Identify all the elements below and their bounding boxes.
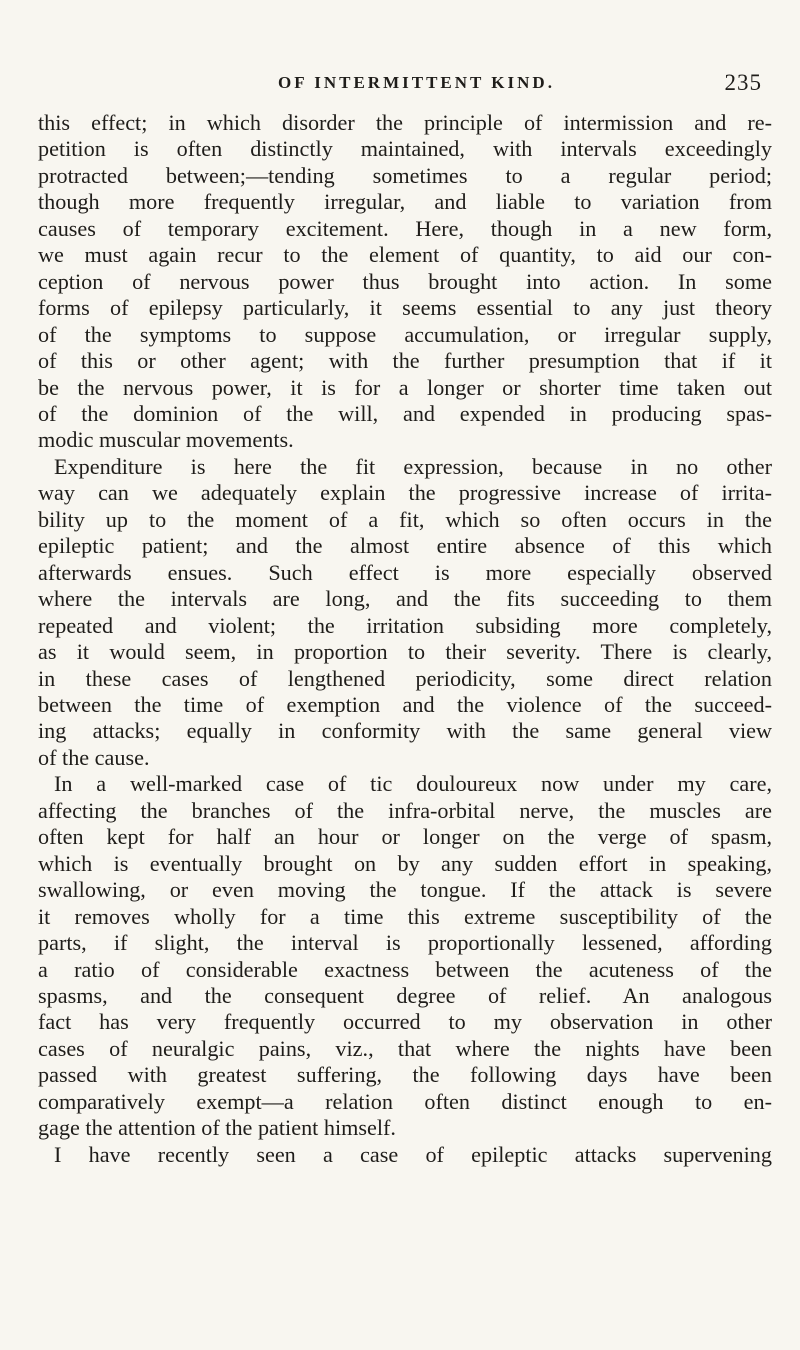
text-line: causes of temporary excitement. Here, though in a new form, [38, 215, 772, 241]
body-text [38, 110, 772, 1168]
text-line: gage the attention of the patient himself. [38, 1115, 396, 1141]
text-line: afterwards ensues. Such effect is more especially observed [38, 559, 772, 585]
text-line: bility up to the moment of a fit, which so often occurs in the [38, 506, 772, 532]
text-line: In a well-marked case of tic douloureux now under my care, [54, 771, 772, 797]
text-line: we must again recur to the element of quantity, to aid our con- [38, 242, 772, 268]
text-line: of the dominion of the will, and expended in producing spas- [38, 400, 772, 426]
text-line: passed with greatest suffering, the following days have been [38, 1062, 772, 1088]
text-line: repeated and violent; the irritation subsiding more completely, [38, 612, 772, 638]
text-line: modic muscular movements. [38, 427, 294, 453]
page-number: 235 [724, 70, 762, 95]
text-line: swallowing, or even moving the tongue. If the attack is severe [38, 877, 772, 903]
text-line: it removes wholly for a time this extreme susceptibility of the [38, 903, 772, 929]
text-line: protracted between;—tending sometimes to a regular period; [38, 162, 772, 188]
text-line: forms of epilepsy particularly, it seems essential to any just theory [38, 295, 772, 321]
text-line: which is eventually brought on by any sudden effort in speaking, [38, 850, 772, 876]
text-line: in these cases of lengthened periodicity, some direct relation [38, 665, 772, 691]
text-line: of this or other agent; with the further presumption that if it [38, 348, 772, 374]
text-line: this effect; in which disorder the principle of intermission and re- [38, 110, 772, 135]
running-head: OF INTERMITTENT KIND. [278, 73, 555, 92]
text-line: often kept for half an hour or longer on the verge of spasm, [38, 824, 772, 850]
text-line: of the cause. [38, 744, 150, 770]
text-line: cases of neuralgic pains, viz., that where the nights have been [38, 1035, 772, 1061]
text-line: parts, if slight, the interval is proportionally lessened, affording [38, 930, 772, 956]
text-line: though more frequently irregular, and liable to variation from [38, 189, 772, 215]
text-line: affecting the branches of the infra-orbital nerve, the muscles are [38, 797, 772, 823]
text-line: epileptic patient; and the almost entire absence of this which [38, 533, 772, 559]
text-line: ception of nervous power thus brought into action. In some [38, 268, 772, 294]
text-line: ing attacks; equally in conformity with the same general view [38, 718, 772, 744]
text-line: a ratio of considerable exactness between the acuteness of the [38, 956, 772, 982]
text-line: petition is often distinctly maintained, with intervals exceedingly [38, 136, 772, 162]
text-line: comparatively exempt—a relation often distinct enough to en- [38, 1088, 772, 1114]
text-line: as it would seem, in proportion to their severity. There is clearly, [38, 639, 772, 665]
text-line: between the time of exemption and the violence of the succeed- [38, 691, 772, 717]
text-line: where the intervals are long, and the fits succeeding to them [38, 586, 772, 612]
text-line: of the symptoms to suppose accumulation, or irregular supply, [38, 321, 772, 347]
text-line: Expenditure is here the fit expression, because in no other [54, 453, 772, 479]
text-line: I have recently seen a case of epileptic attacks supervening [54, 1141, 772, 1167]
text-line: way can we adequately explain the progressive increase of irrita- [38, 480, 772, 506]
page-header [38, 70, 770, 103]
text-line: be the nervous power, it is for a longer or shorter time taken out [38, 374, 772, 400]
text-line: fact has very frequently occurred to my observation in other [38, 1009, 772, 1035]
text-line: spasms, and the consequent degree of relief. An analogous [38, 982, 772, 1008]
